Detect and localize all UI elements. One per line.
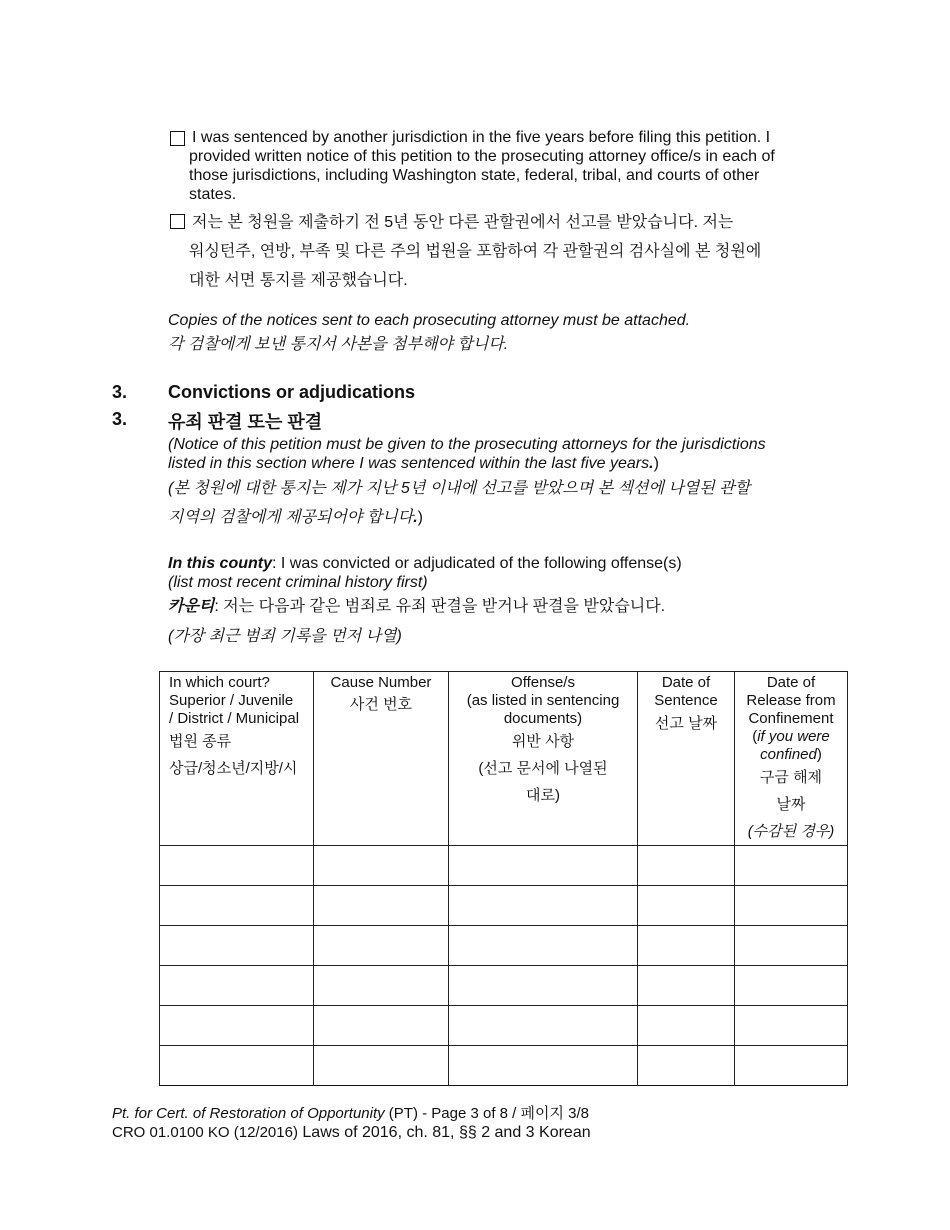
text-line: 대한 서면 통지를 제공했습니다. (189, 272, 408, 289)
text-fragment: In this county (168, 555, 272, 572)
text-fragment: : 저는 다음과 같은 범죄로 유죄 판결을 받거나 판결을 받았습니다. (214, 598, 666, 615)
table-row (160, 846, 848, 886)
release-date-cell[interactable] (735, 966, 848, 1006)
text-fragment: ( (752, 728, 758, 745)
cause-number-cell[interactable] (314, 886, 449, 926)
text-fragment: listed in this section where I was sentenced within the last five years (168, 455, 650, 472)
copies-note-ko: 각 검찰에게 보낸 통지서 사본을 첨부해야 합니다. (168, 336, 509, 353)
header-line: 위반 사항 (511, 733, 575, 750)
release-date-cell[interactable] (735, 846, 848, 886)
notice-text-en (168, 435, 828, 473)
county-sub-en: (list most recent criminal history first) (168, 574, 428, 591)
text-fragment: (PT) - Page 3 of 8 / 페이지 3/8 (384, 1105, 590, 1122)
text-fragment: Laws of 2016, ch. 81, §§ 2 and 3 Korean (297, 1124, 591, 1141)
text-fragment: ) (816, 746, 822, 763)
header-line: / District / Municipal (169, 710, 300, 727)
section-number-ko: 3. (112, 409, 128, 429)
release-date-cell[interactable] (735, 886, 848, 926)
offense-cell[interactable] (449, 966, 638, 1006)
sentence-date-cell[interactable] (638, 966, 735, 1006)
header-line: Offense/s (511, 674, 575, 691)
footer-form-code (112, 1124, 591, 1142)
text-fragment: CRO 01.0100 KO (12/2016) (112, 1124, 298, 1141)
header-line: Release from (746, 692, 836, 709)
header-line (735, 728, 847, 746)
text-line: 저는 본 청원을 제출하기 전 5년 동안 다른 관할권에서 선고를 받았습니다. 저는 (192, 214, 734, 231)
text-line: (Notice of this petition must be given to the prosecuting attorneys for the jurisdictions (168, 436, 766, 453)
release-date-cell[interactable] (735, 926, 848, 966)
text-fragment: if you were (757, 728, 830, 745)
court-cell[interactable] (160, 1046, 314, 1086)
table-row (160, 1046, 848, 1086)
header-line: 법원 종류 (169, 733, 232, 750)
table-row (160, 926, 848, 966)
text-line: those jurisdictions, including Washington state, federal, tribal, and courts of other (189, 167, 760, 184)
header-line: documents) (503, 710, 583, 727)
court-cell[interactable] (160, 926, 314, 966)
text-fragment: . (649, 455, 654, 472)
header-line: Date of (661, 674, 711, 691)
text-fragment: confined (760, 746, 817, 763)
footer-form-title (112, 1102, 589, 1123)
header-line: 사건 번호 (349, 696, 413, 713)
header-line: 선고 날짜 (654, 715, 718, 732)
copies-note-en: Copies of the notices sent to each prosecuting attorney must be attached. (168, 312, 691, 329)
header-line: Date of (766, 674, 816, 691)
jurisdiction-notice-checkbox-en[interactable] (170, 131, 185, 146)
county-statement-en (168, 554, 682, 573)
table-header-row (160, 672, 848, 846)
text-fragment: : I was convicted or adjudicated of the following offense(s) (272, 555, 682, 572)
court-cell[interactable] (160, 966, 314, 1006)
sentence-date-cell[interactable] (638, 886, 735, 926)
text-fragment: Pt. for Cert. of Restoration of Opportunity (112, 1105, 385, 1122)
header-release-date (735, 672, 848, 846)
header-cause-number (314, 672, 449, 846)
jurisdiction-notice-text-ko (189, 208, 839, 295)
header-line: (수감된 경우) (747, 823, 835, 840)
header-line (735, 746, 847, 764)
cause-number-cell[interactable] (314, 926, 449, 966)
jurisdiction-notice-text-en (189, 128, 839, 204)
text-fragment: ) (653, 455, 659, 472)
header-line: 상급/청소년/지방/시 (169, 760, 298, 777)
header-line: 날짜 (776, 796, 806, 813)
cause-number-cell[interactable] (314, 1046, 449, 1086)
sentence-date-cell[interactable] (638, 926, 735, 966)
text-line: states. (189, 186, 237, 203)
table-row (160, 886, 848, 926)
notice-text-ko (168, 474, 848, 532)
county-sub-ko: (가장 최근 범죄 기록을 먼저 나열) (168, 628, 402, 645)
section-title-ko: 유죄 판결 또는 판결 (168, 412, 323, 432)
court-cell[interactable] (160, 846, 314, 886)
header-court (160, 672, 314, 846)
section-number-en: 3. (112, 382, 128, 402)
header-line: 대로) (526, 787, 560, 804)
county-statement-ko (168, 597, 665, 616)
cause-number-cell[interactable] (314, 846, 449, 886)
sentence-date-cell[interactable] (638, 1006, 735, 1046)
header-sentence-date (638, 672, 735, 846)
cause-number-cell[interactable] (314, 966, 449, 1006)
offense-cell[interactable] (449, 1046, 638, 1086)
header-line: (as listed in sentencing (466, 692, 620, 709)
section-title-en: Convictions or adjudications (168, 382, 416, 402)
offense-cell[interactable] (449, 846, 638, 886)
header-offense (449, 672, 638, 846)
offense-cell[interactable] (449, 886, 638, 926)
text-fragment: 지역의 검찰에게 제공되어야 합니다 (168, 509, 414, 526)
header-line: (선고 문서에 나열된 (478, 760, 608, 777)
header-line: Cause Number (330, 674, 432, 691)
header-line: Confinement (748, 710, 834, 727)
sentence-date-cell[interactable] (638, 846, 735, 886)
offense-cell[interactable] (449, 1006, 638, 1046)
table-row (160, 1006, 848, 1046)
text-line (168, 503, 848, 532)
header-line: Superior / Juvenile (169, 692, 294, 709)
court-cell[interactable] (160, 1006, 314, 1046)
header-line: Sentence (654, 692, 718, 709)
offense-cell[interactable] (449, 926, 638, 966)
header-line: 구금 해제 (759, 769, 823, 786)
court-cell[interactable] (160, 886, 314, 926)
jurisdiction-notice-checkbox-ko[interactable] (170, 214, 185, 229)
release-date-cell[interactable] (735, 1046, 848, 1086)
text-line: 워싱턴주, 연방, 부족 및 다른 주의 법원을 포함하여 각 관할권의 검사실에 본 청원에 (189, 243, 762, 260)
sentence-date-cell[interactable] (638, 1046, 735, 1086)
text-line: provided written notice of this petition to the prosecuting attorney office/s in each of (189, 148, 775, 165)
text-fragment: 카운티 (168, 598, 215, 615)
header-line: In which court? (169, 674, 270, 691)
text-line: I was sentenced by another jurisdiction in the five years before filing this petition. I (192, 129, 771, 146)
cause-number-cell[interactable] (314, 1006, 449, 1046)
text-line: (본 청원에 대한 통지는 제가 지난 5년 이내에 선고를 받았으며 본 섹션에 나열된 관할 (168, 480, 751, 497)
text-fragment: ) (417, 509, 423, 526)
table-row (160, 966, 848, 1006)
offense-history-table (159, 671, 848, 1086)
text-line (168, 454, 828, 473)
release-date-cell[interactable] (735, 1006, 848, 1046)
text-fragment: . (413, 509, 418, 526)
